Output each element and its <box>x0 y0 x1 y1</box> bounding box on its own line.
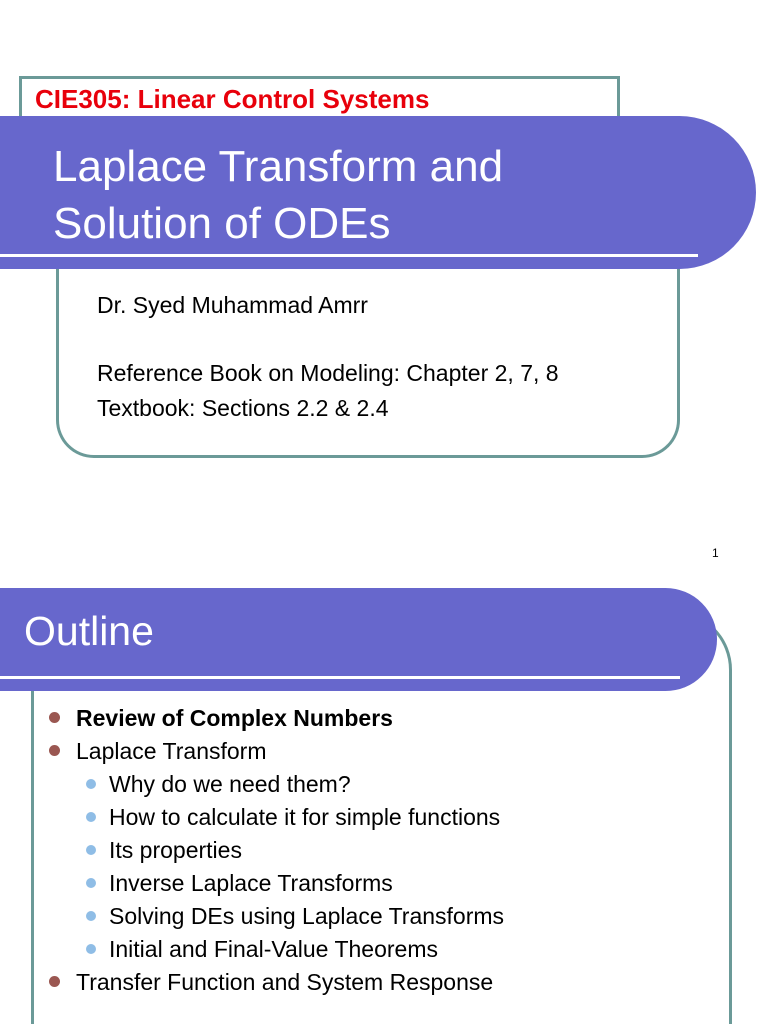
outline-subitem: Inverse Laplace Transforms <box>109 870 393 896</box>
slide-title-line-2: Solution of ODEs <box>53 199 391 248</box>
outline-item: Review of Complex Numbers <box>76 705 393 731</box>
slide-title <box>53 138 693 252</box>
outline-subitem: How to calculate it for simple functions <box>109 804 501 830</box>
outline-list <box>0 580 768 1024</box>
outline-item: Transfer Function and System Response <box>76 969 494 995</box>
outline-slide <box>0 580 768 1024</box>
reference-book: Reference Book on Modeling: Chapter 2, 7, 8 <box>97 360 559 386</box>
outline-subitem: Solving DEs using Laplace Transforms <box>109 903 505 929</box>
outline-title: Outline <box>24 608 154 654</box>
bullet-dot <box>49 712 60 723</box>
sub-bullet-dot <box>86 878 96 888</box>
outline-subitem: Why do we need them? <box>109 771 351 797</box>
outline-item: Laplace Transform <box>76 738 267 764</box>
author-name: Dr. Syed Muhammad Amrr <box>97 292 368 318</box>
sub-bullet-dot <box>86 812 96 822</box>
textbook-sections: Textbook: Sections 2.2 & 2.4 <box>97 395 389 421</box>
bullet-dot <box>49 976 60 987</box>
sub-bullet-dot <box>86 779 96 789</box>
sub-bullet-dot <box>86 845 96 855</box>
sub-bullet-dot <box>86 944 96 954</box>
sub-bullet-dot <box>86 911 96 921</box>
outline-subitem: Initial and Final-Value Theorems <box>109 936 438 962</box>
bullet-dot <box>49 745 60 756</box>
title-underline <box>0 254 698 257</box>
outline-subitem: Its properties <box>109 837 242 863</box>
course-title: CIE305: Linear Control Systems <box>35 84 430 114</box>
slide-title-line-1: Laplace Transform and <box>53 142 504 191</box>
page-number: 1 <box>712 546 719 560</box>
